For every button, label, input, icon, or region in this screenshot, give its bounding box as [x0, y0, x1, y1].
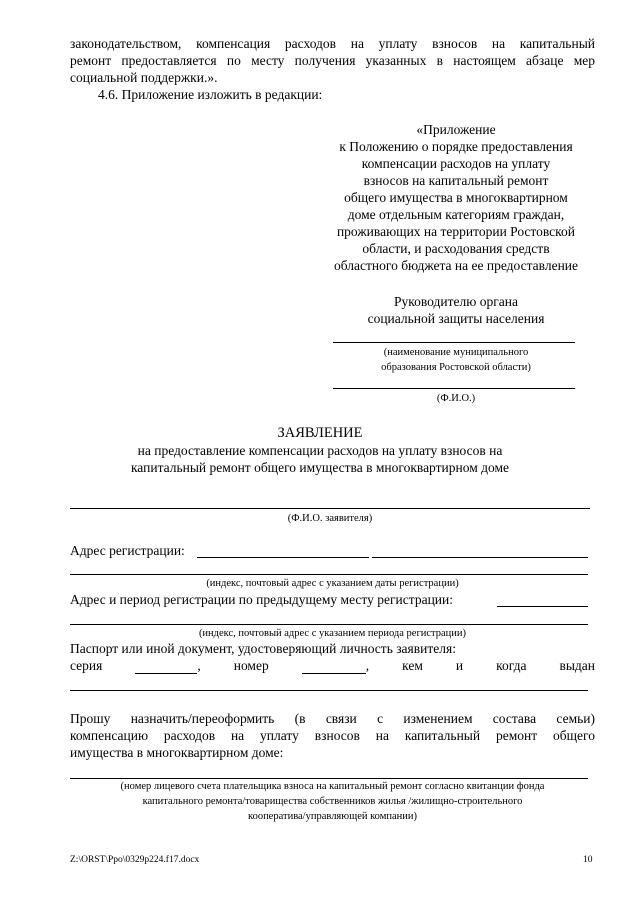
request-line-2: компенсацию расходов на уплату взносов на капитальный ремонт общего	[70, 728, 595, 743]
number-label: номер	[233, 658, 269, 673]
appendix-line: «Приложение	[416, 122, 496, 137]
appendix-line: общего имущества в многоквартирном	[344, 190, 568, 205]
municipality-hint-1: (наименование муниципального	[383, 347, 529, 358]
series-field[interactable]	[135, 661, 197, 674]
appendix-line: к Положению о порядке предоставления	[339, 139, 573, 154]
intro-line-3: социальной поддержки.».	[70, 70, 218, 85]
municipality-blank-line[interactable]	[333, 342, 575, 343]
when-label: когда	[496, 658, 527, 673]
intro-line-2: ремонт предоставляется по месту получения указанных в настоящем абзаце мер	[70, 53, 595, 68]
intro-line-1: законодательством, компенсация расходов на уплату взносов на капитальный	[70, 36, 595, 51]
issued-label: выдан	[559, 658, 595, 673]
passport-row	[70, 658, 595, 674]
applicant-fio-line[interactable]	[70, 508, 590, 509]
account-hint-1: (номер лицевого счета плательщика взноса на капитальный ремонт согласно квитанции фонда	[120, 781, 545, 792]
appendix-line: взносов на капитальный ремонт	[363, 173, 549, 188]
addressee-line-1: Руководителю органа	[394, 294, 518, 309]
series-label: серия	[70, 658, 103, 673]
applicant-fio-hint: (Ф.И.О. заявителя)	[287, 513, 373, 524]
and-label: и	[455, 658, 464, 673]
statement-subtitle-1: на предоставление компенсации расходов на уплату взносов на	[137, 443, 503, 458]
addressee-fio-blank-line[interactable]	[333, 388, 575, 389]
appendix-line: области, и расходования средств	[362, 241, 550, 256]
appendix-line: проживающих на территории Ростовской	[336, 224, 576, 239]
comma: ,	[197, 658, 201, 673]
addressee-line-2: социальной защиты населения	[367, 311, 545, 326]
reg-address-field-2[interactable]	[372, 557, 588, 558]
reg-address-field-1[interactable]	[197, 557, 369, 558]
reg-address-hint: (индекс, почтовый адрес с указанием даты регистрации)	[206, 578, 459, 589]
request-line-3: имущества в многоквартирном доме:	[70, 745, 284, 760]
account-hint-2: капитального ремонта/товарищества собственников жилья /жилищно-строительного	[142, 796, 523, 807]
municipality-hint-2: образования Ростовской области)	[381, 362, 531, 373]
file-path: Z:\ORST\Ppo\0329p224.f17.docx	[70, 855, 200, 865]
passport-issued-field[interactable]	[70, 690, 588, 691]
request-line-1: Прошу назначить/переоформить (в связи с изменением состава семьи)	[70, 711, 595, 726]
statement-title: ЗАЯВЛЕНИЕ	[277, 425, 363, 441]
prev-address-hint: (индекс, почтовый адрес с указанием периода регистрации)	[198, 628, 467, 639]
account-hint-3: кооператива/управляющей компании)	[248, 811, 417, 822]
appendix-line: компенсации расходов на уплату	[361, 156, 551, 171]
prev-address-field-1[interactable]	[497, 606, 588, 607]
appendix-line: доме отдельным категориям граждан,	[347, 207, 565, 222]
appendix-block	[312, 122, 600, 274]
number-field[interactable]	[302, 661, 366, 674]
prev-address-field-2[interactable]	[70, 624, 588, 625]
reg-address-label: Адрес регистрации:	[70, 543, 185, 558]
statement-subtitle-2: капитальный ремонт общего имущества в многоквартирном доме	[130, 460, 510, 475]
prev-address-label: Адрес и период регистрации по предыдущему месту регистрации:	[70, 592, 453, 607]
appendix-line: областного бюджета на ее предоставление	[333, 258, 579, 273]
addressee-fio-hint: (Ф.И.О.)	[436, 393, 476, 404]
item-4-6: 4.6. Приложение изложить в редакции:	[98, 87, 323, 102]
issued-by-label: кем	[402, 658, 423, 673]
page-number: 10	[583, 855, 593, 865]
passport-label: Паспорт или иной документ, удостоверяющий личность заявителя:	[70, 641, 456, 656]
reg-address-field-3[interactable]	[70, 574, 588, 575]
comma: ,	[365, 658, 370, 673]
